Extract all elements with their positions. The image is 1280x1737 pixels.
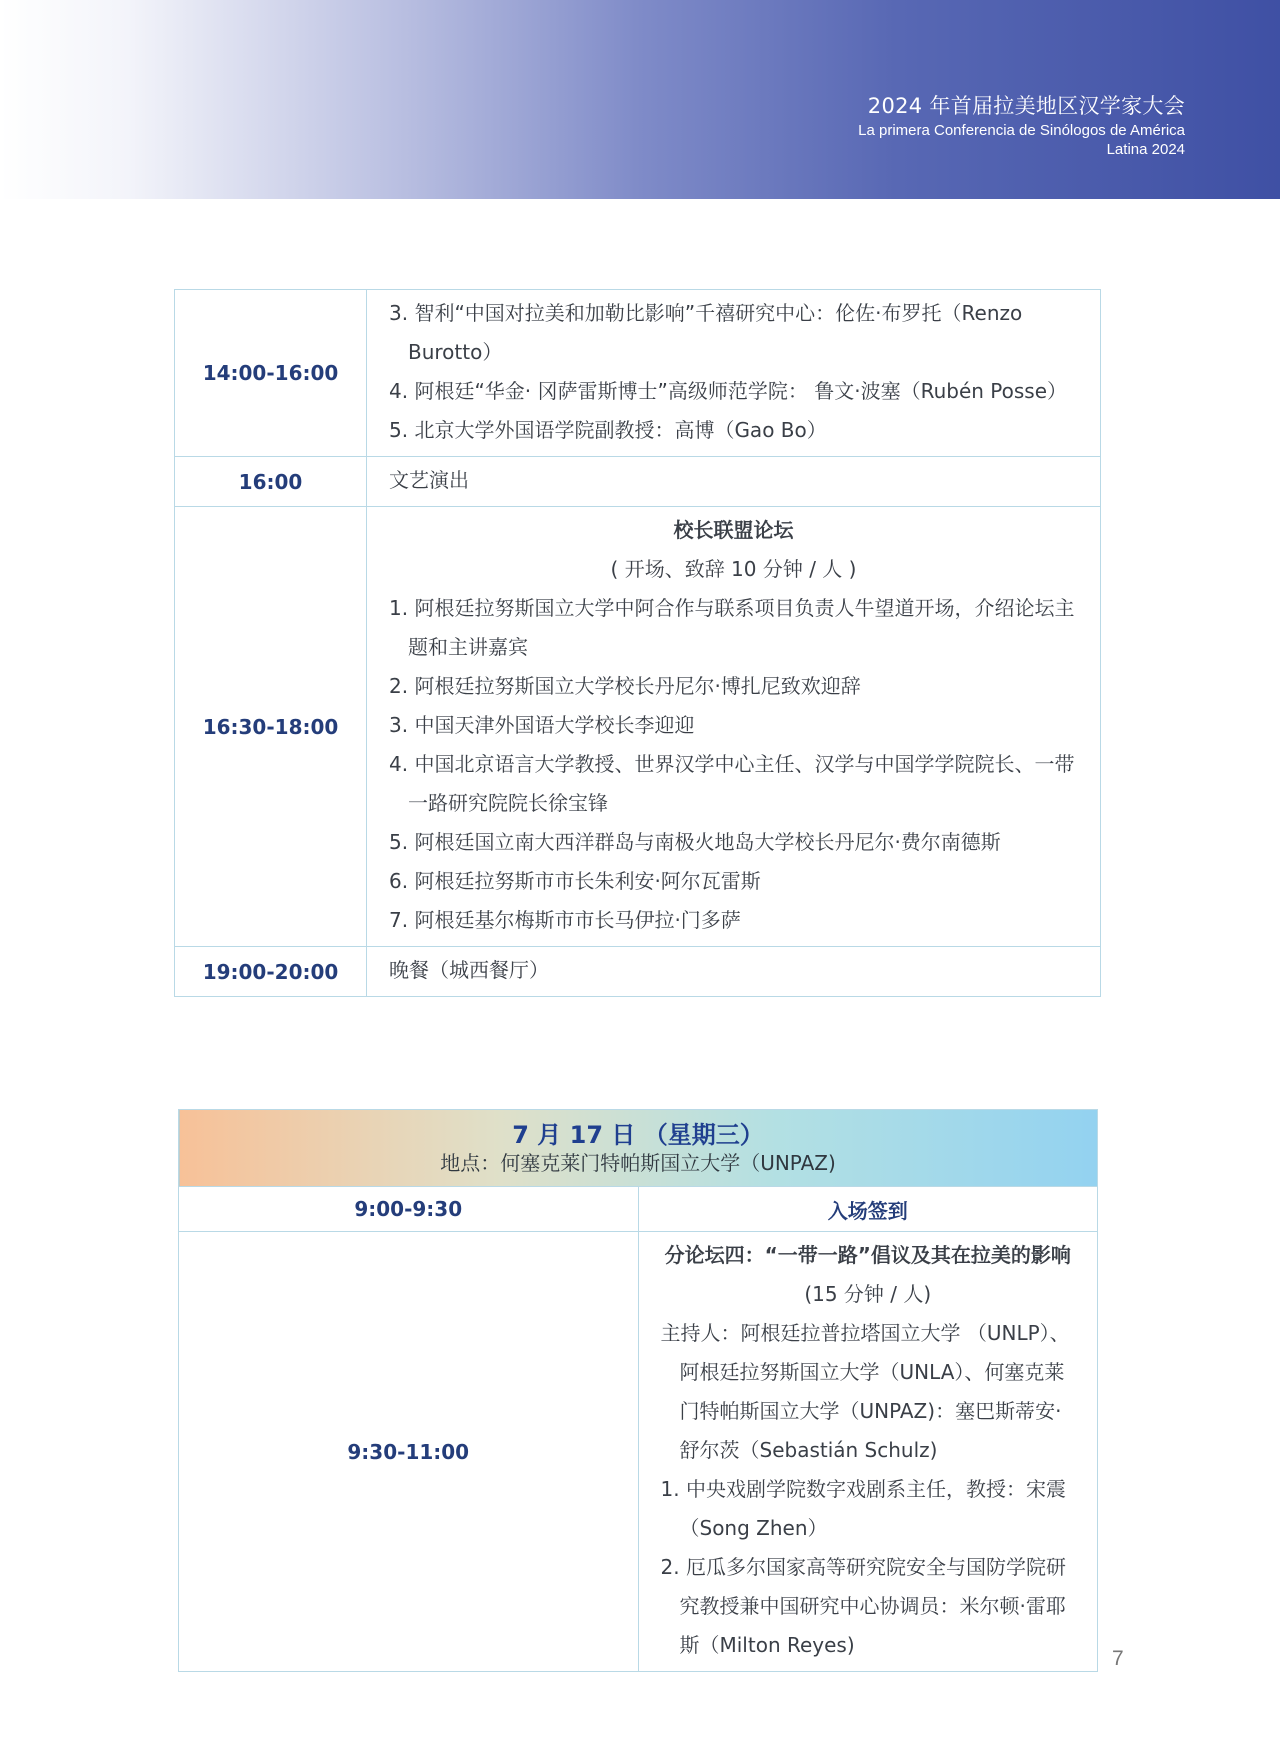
forum-subheading: (15 分钟 / 人) (804, 1282, 932, 1306)
day-header (179, 1110, 1098, 1187)
time-cell: 16:30-18:00 (175, 507, 367, 947)
session-cell: 晚餐（城西餐厅） (367, 947, 1101, 997)
table-row (179, 1232, 1098, 1672)
table-row (175, 290, 1101, 457)
conference-title: 2024 年首届拉美地区汉学家大会 (867, 94, 1185, 118)
list-item: 4. 阿根廷“华金· 冈萨雷斯博士”高级师范学院： 鲁文·波塞（Rubén Posse） (389, 379, 1068, 403)
conference-subtitle-line2: Latina 2024 (1106, 141, 1185, 158)
signin-cell: 入场签到 (638, 1187, 1098, 1232)
time-cell: 9:00-9:30 (179, 1187, 639, 1232)
table-row (175, 507, 1101, 947)
list-item: 1. 阿根廷拉努斯国立大学中阿合作与联系项目负责人牛望道开场，介绍论坛主题和主讲嘉宾 (389, 596, 1075, 659)
session-cell (367, 507, 1101, 947)
day-venue: 地点：何塞克莱门特帕斯国立大学（UNPAZ) (440, 1151, 836, 1175)
header-band (0, 0, 1280, 199)
list-item: 5. 阿根廷国立南大西洋群岛与南极火地岛大学校长丹尼尔·费尔南德斯 (389, 830, 1001, 854)
list-item: 1. 中央戏剧学院数字戏剧系主任，教授：宋震（Song Zhen） (660, 1477, 1066, 1540)
list-item: 3. 智利“中国对拉美和加勒比影响”千禧研究中心：伦佐·布罗托（Renzo Burotto） (389, 301, 1023, 364)
table-row (175, 457, 1101, 507)
list-item: 4. 中国北京语言大学教授、世界汉学中心主任、汉学与中国学学院院长、一带一路研究院院长徐宝锋 (389, 752, 1075, 815)
conference-subtitle-line1: La primera Conferencia de Sinólogos de América (858, 122, 1185, 139)
session-cell (638, 1232, 1098, 1672)
page-number: 7 (1112, 1647, 1124, 1670)
day-header-row (179, 1110, 1098, 1187)
list-item: 主持人：阿根廷拉普拉塔国立大学 （UNLP）、阿根廷拉努斯国立大学（UNLA）、何塞克莱门特帕斯国立大学（UNPAZ)：塞巴斯蒂安·舒尔茨（Sebastián Schulz) (660, 1321, 1070, 1462)
list-item: 2. 阿根廷拉努斯国立大学校长丹尼尔·博扎尼致欢迎辞 (389, 674, 861, 698)
list-item: 3. 中国天津外国语大学校长李迎迎 (389, 713, 695, 737)
forum-heading: 分论坛四：“一带一路”倡议及其在拉美的影响 (664, 1243, 1071, 1267)
day-title: 7 月 17 日 （星期三） (512, 1121, 764, 1149)
list-item: 6. 阿根廷拉努斯市市长朱利安·阿尔瓦雷斯 (389, 869, 761, 893)
conference-header (858, 92, 1185, 158)
forum-heading: 校长联盟论坛 (673, 518, 794, 542)
list-item: 5. 北京大学外国语学院副教授：高博（Gao Bo） (389, 418, 827, 442)
table-row (175, 947, 1101, 997)
forum-subheading: ( 开场、致辞 10 分钟 / 人 ) (610, 557, 857, 581)
time-cell: 19:00-20:00 (175, 947, 367, 997)
table-row (179, 1187, 1098, 1232)
schedule-table-july-17 (178, 1109, 1098, 1672)
list-item: 2. 厄瓜多尔国家高等研究院安全与国防学院研究教授兼中国研究中心协调员：米尔顿·雷耶斯（Milton Reyes) (660, 1555, 1066, 1657)
list-item: 7. 阿根廷基尔梅斯市市长马伊拉·门多萨 (389, 908, 741, 932)
time-cell: 16:00 (175, 457, 367, 507)
time-cell: 9:30-11:00 (179, 1232, 639, 1672)
time-cell: 14:00-16:00 (175, 290, 367, 457)
session-cell: 文艺演出 (367, 457, 1101, 507)
schedule-table-continued (174, 289, 1101, 997)
session-cell (367, 290, 1101, 457)
